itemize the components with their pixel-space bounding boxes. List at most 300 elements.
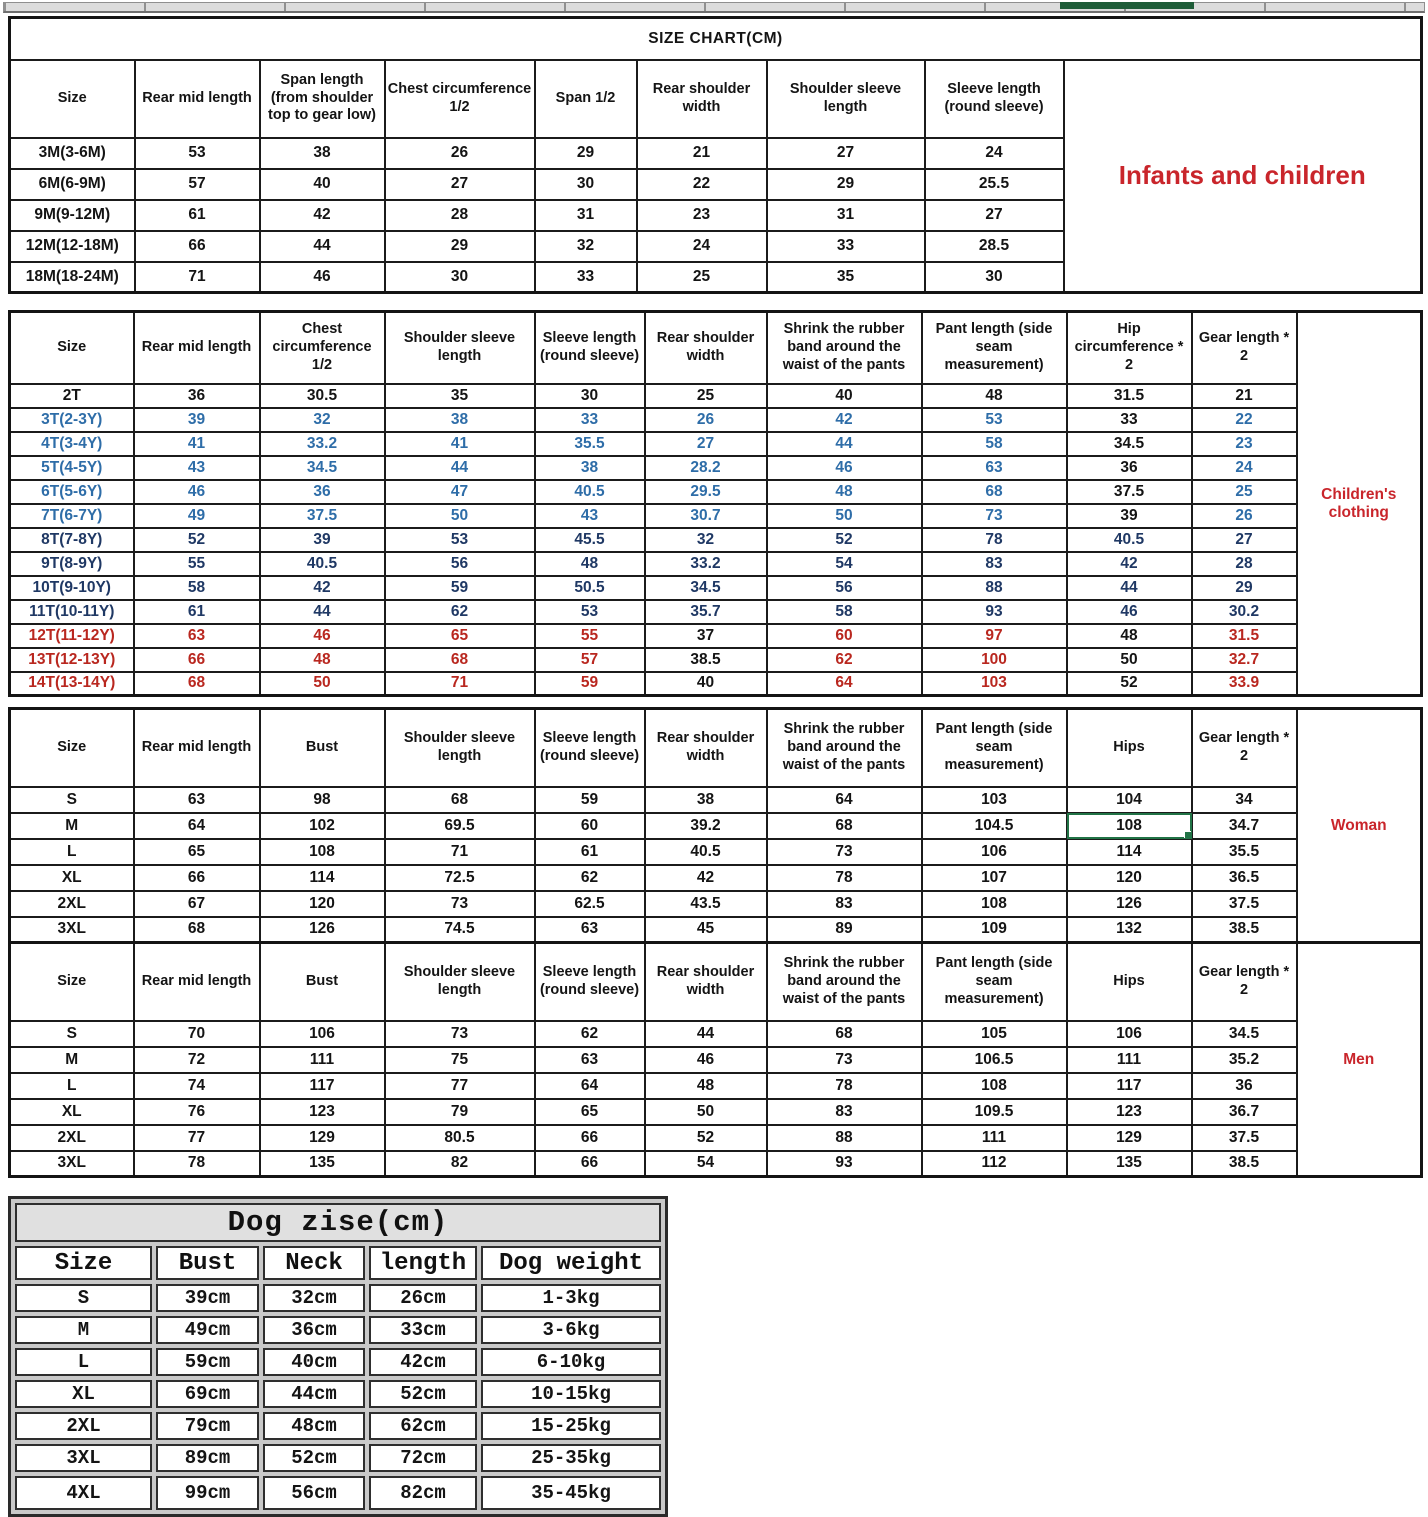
table-cell: 37.5	[1192, 1125, 1297, 1151]
table-cell: 76	[134, 1099, 260, 1125]
table-cell: 30.7	[645, 504, 767, 528]
table-cell: 24	[1192, 456, 1297, 480]
table-cell: 135	[260, 1151, 385, 1177]
table-cell: 6M(6-9M)	[10, 169, 135, 200]
table-cell: 50.5	[535, 576, 645, 600]
table-cell: 32	[535, 231, 637, 262]
table-cell: 67	[134, 891, 260, 917]
table-cell: XL	[15, 1380, 152, 1408]
table-cell: 64	[767, 787, 922, 813]
table-row	[10, 624, 1422, 648]
table-cell: 53	[535, 600, 645, 624]
table-cell: 29	[1192, 576, 1297, 600]
table-cell: 54	[767, 552, 922, 576]
table-cell: 117	[1067, 1073, 1192, 1099]
table-cell: 66	[135, 231, 260, 262]
table-cell: 27	[1192, 528, 1297, 552]
table-cell: 89	[767, 917, 922, 943]
table-cell: 30	[925, 262, 1064, 293]
table-cell: 18M(18-24M)	[10, 262, 135, 293]
table-cell: 31.5	[1192, 624, 1297, 648]
table-cell: 40	[767, 384, 922, 408]
table-cell: 54	[645, 1151, 767, 1177]
table-cell: 33	[1067, 408, 1192, 432]
table-cell: 79cm	[156, 1412, 259, 1440]
table-cell: 56	[767, 576, 922, 600]
column-header: Dog weight	[481, 1246, 661, 1280]
table-cell: 14T(13-14Y)	[10, 672, 134, 696]
table-cell: 53	[385, 528, 535, 552]
table-cell: 28.2	[645, 456, 767, 480]
men-size-table	[8, 941, 1423, 1178]
table-cell: 38	[645, 787, 767, 813]
table-cell: S	[10, 787, 134, 813]
table-cell: 42	[260, 576, 385, 600]
table-cell: 34.5	[645, 576, 767, 600]
category-label-men: Men	[1297, 943, 1422, 1177]
table-cell: 100	[922, 648, 1067, 672]
table-cell: 59	[535, 787, 645, 813]
table-cell: 112	[922, 1151, 1067, 1177]
table-cell: 89cm	[156, 1444, 259, 1472]
table-cell: 42	[767, 408, 922, 432]
table-cell: 108	[922, 1073, 1067, 1099]
table-cell: 72	[134, 1047, 260, 1073]
table-cell: 33.2	[260, 432, 385, 456]
table-cell: 33.9	[1192, 672, 1297, 696]
table-cell: S	[10, 1021, 134, 1047]
table-cell: 3XL	[10, 1151, 134, 1177]
column-header: Chest circumference 1/2	[260, 312, 385, 384]
table-cell: 60	[767, 624, 922, 648]
table-cell: 12M(12-18M)	[10, 231, 135, 262]
table-cell: 23	[637, 200, 767, 231]
table-cell: 63	[134, 624, 260, 648]
column-header: Shoulder sleeve length	[385, 709, 535, 787]
table-cell: 31.5	[1067, 384, 1192, 408]
table-cell: 6-10kg	[481, 1348, 661, 1376]
column-header: Shrink the rubber band around the waist of the pants	[767, 709, 922, 787]
table-cell: 78	[922, 528, 1067, 552]
table-cell: 29	[535, 138, 637, 169]
table-row	[15, 1444, 661, 1472]
table-cell: 2XL	[15, 1412, 152, 1440]
table-cell: 62cm	[369, 1412, 477, 1440]
table-cell: 104	[1067, 787, 1192, 813]
table-cell: 26	[1192, 504, 1297, 528]
table-row	[15, 1316, 661, 1344]
table-cell: 50	[767, 504, 922, 528]
table-cell: 22	[637, 169, 767, 200]
table-cell: 39	[260, 528, 385, 552]
table-cell: 59	[385, 576, 535, 600]
table-cell: 33	[535, 408, 645, 432]
table-cell: 62	[385, 600, 535, 624]
table-cell: 126	[1067, 891, 1192, 917]
table-cell: 28	[1192, 552, 1297, 576]
table-cell: 61	[135, 200, 260, 231]
table-row	[15, 1284, 661, 1312]
table-cell: 43	[535, 504, 645, 528]
table-cell: 78	[134, 1151, 260, 1177]
table-cell: 68	[922, 480, 1067, 504]
table-cell: 27	[385, 169, 535, 200]
table-cell: 52cm	[369, 1380, 477, 1408]
table-cell: 25	[1192, 480, 1297, 504]
table-cell: 12T(11-12Y)	[10, 624, 134, 648]
table-cell: 129	[260, 1125, 385, 1151]
table-cell: 61	[134, 600, 260, 624]
table-cell: 120	[1067, 865, 1192, 891]
table-cell: 9T(8-9Y)	[10, 552, 134, 576]
table-cell: 61	[535, 839, 645, 865]
table-cell: M	[10, 1047, 134, 1073]
table-cell: 43	[134, 456, 260, 480]
table-cell: 26	[385, 138, 535, 169]
table-row	[10, 672, 1422, 696]
table-cell: 123	[260, 1099, 385, 1125]
table-cell: 32	[260, 408, 385, 432]
table-cell: 26	[645, 408, 767, 432]
table-row	[15, 1412, 661, 1440]
table-cell: 132	[1067, 917, 1192, 943]
column-header: Rear shoulder width	[645, 312, 767, 384]
table-cell: 40.5	[260, 552, 385, 576]
table-cell: 44cm	[263, 1380, 365, 1408]
table-cell: 32cm	[263, 1284, 365, 1312]
table-cell: 29.5	[645, 480, 767, 504]
column-header: Shoulder sleeve length	[385, 312, 535, 384]
table-cell: 68	[385, 787, 535, 813]
table-cell: 7T(6-7Y)	[10, 504, 134, 528]
table-row	[10, 432, 1422, 456]
column-header: Hips	[1067, 943, 1192, 1021]
table-cell: 38.5	[1192, 1151, 1297, 1177]
table-cell: 60	[535, 813, 645, 839]
table-cell: 71	[135, 262, 260, 293]
column-header: Span length (from shoulder top to gear low)	[260, 60, 385, 138]
table-cell: 36	[134, 384, 260, 408]
table-cell: 48	[645, 1073, 767, 1099]
table-cell: XL	[10, 865, 134, 891]
table-cell: 35.5	[1192, 839, 1297, 865]
table-cell: 35.7	[645, 600, 767, 624]
column-header: Rear shoulder width	[637, 60, 767, 138]
table-row	[10, 504, 1422, 528]
table-cell: 21	[1192, 384, 1297, 408]
table-cell: 46	[134, 480, 260, 504]
table-cell: 2T	[10, 384, 134, 408]
table-cell: 33	[535, 262, 637, 293]
table-cell: 46	[1067, 600, 1192, 624]
table-cell: 21	[637, 138, 767, 169]
column-header: Bust	[260, 943, 385, 1021]
table-cell: 68	[134, 917, 260, 943]
table-cell: 52cm	[263, 1444, 365, 1472]
table-cell: 108	[922, 891, 1067, 917]
table-row	[15, 1476, 661, 1510]
table-cell: 36.5	[1192, 865, 1297, 891]
table-cell: 27	[925, 200, 1064, 231]
column-header: Rear mid length	[134, 709, 260, 787]
t-dog-title: Dog zise(cm)	[15, 1203, 661, 1242]
table-cell: 41	[385, 432, 535, 456]
table-cell: 39	[134, 408, 260, 432]
column-header: Hips	[1067, 709, 1192, 787]
table-cell: 73	[385, 1021, 535, 1047]
table-cell: 77	[385, 1073, 535, 1099]
table-cell: 62.5	[535, 891, 645, 917]
table-cell: 52	[767, 528, 922, 552]
table-cell: 72.5	[385, 865, 535, 891]
table-cell: 24	[925, 138, 1064, 169]
table-cell: 59cm	[156, 1348, 259, 1376]
table-cell: 48cm	[263, 1412, 365, 1440]
table-cell: 65	[385, 624, 535, 648]
table-cell: 27	[645, 432, 767, 456]
table-cell: 73	[385, 891, 535, 917]
column-header: Size	[10, 709, 134, 787]
table-cell: 33.2	[645, 552, 767, 576]
column-header: Shrink the rubber band around the waist of the pants	[767, 312, 922, 384]
table-cell: 40.5	[1067, 528, 1192, 552]
table-cell: 36cm	[263, 1316, 365, 1344]
column-header: Rear shoulder width	[645, 943, 767, 1021]
table-cell: 9M(9-12M)	[10, 200, 135, 231]
table-cell: 66	[535, 1125, 645, 1151]
table-cell: 50	[385, 504, 535, 528]
table-cell: 28	[385, 200, 535, 231]
table-cell: 49cm	[156, 1316, 259, 1344]
table-cell: 39cm	[156, 1284, 259, 1312]
table-cell: XL	[10, 1099, 134, 1125]
table-cell: M	[15, 1316, 152, 1344]
table-cell: 10T(9-10Y)	[10, 576, 134, 600]
column-header: Rear mid length	[134, 943, 260, 1021]
table-row	[15, 1380, 661, 1408]
column-header: Sleeve length (round sleeve)	[535, 943, 645, 1021]
table-cell: 23	[1192, 432, 1297, 456]
table-cell: 2XL	[10, 1125, 134, 1151]
dog-size-table	[8, 1196, 668, 1517]
table-cell: 79	[385, 1099, 535, 1125]
table-cell: 37.5	[1192, 891, 1297, 917]
table-row	[10, 1021, 1422, 1047]
table-cell: 3M(3-6M)	[10, 138, 135, 169]
table-row	[10, 839, 1422, 865]
table-cell: 40	[645, 672, 767, 696]
table-cell: 4XL	[15, 1476, 152, 1510]
table-cell: 2XL	[10, 891, 134, 917]
table-cell: 39.2	[645, 813, 767, 839]
table-cell: 15-25kg	[481, 1412, 661, 1440]
table-cell: 111	[260, 1047, 385, 1073]
table-cell: 40.5	[645, 839, 767, 865]
table-cell: 65	[535, 1099, 645, 1125]
column-header: Sleeve length (round sleeve)	[535, 312, 645, 384]
table-cell: 69.5	[385, 813, 535, 839]
category-label-infants: Infants and children	[1064, 60, 1422, 293]
column-header: Shoulder sleeve length	[385, 943, 535, 1021]
table-cell: 3XL	[15, 1444, 152, 1472]
table-cell: 68	[134, 672, 260, 696]
table-row	[10, 891, 1422, 917]
column-header: Hip circumference * 2	[1067, 312, 1192, 384]
table-cell: 53	[135, 138, 260, 169]
table-row	[10, 552, 1422, 576]
table-cell: 22	[1192, 408, 1297, 432]
table-cell: 48	[260, 648, 385, 672]
table-cell: 44	[260, 600, 385, 624]
table-cell: 109.5	[922, 1099, 1067, 1125]
column-header: Rear mid length	[135, 60, 260, 138]
table-cell: 35	[385, 384, 535, 408]
table-cell: 105	[922, 1021, 1067, 1047]
column-header: length	[369, 1246, 477, 1280]
table-cell: 83	[922, 552, 1067, 576]
table-row	[10, 576, 1422, 600]
table-cell: 77	[134, 1125, 260, 1151]
table-cell: 55	[134, 552, 260, 576]
table-cell: 56cm	[263, 1476, 365, 1510]
table-cell: 25.5	[925, 169, 1064, 200]
column-header: Shoulder sleeve length	[767, 60, 925, 138]
table-cell: L	[10, 839, 134, 865]
table-cell: 36.7	[1192, 1099, 1297, 1125]
table-cell: 114	[1067, 839, 1192, 865]
table-cell: 88	[922, 576, 1067, 600]
table-cell: 42cm	[369, 1348, 477, 1376]
table-cell: 78	[767, 1073, 922, 1099]
table-cell: 31	[767, 200, 925, 231]
spreadsheet-top-gridline-strip	[3, 2, 1425, 13]
column-header: Gear length * 2	[1192, 943, 1297, 1021]
table-cell: 111	[1067, 1047, 1192, 1073]
table-cell: 36	[1192, 1073, 1297, 1099]
table-cell: 120	[260, 891, 385, 917]
table-cell: 34.7	[1192, 813, 1297, 839]
table-cell: 64	[134, 813, 260, 839]
table-cell: 97	[922, 624, 1067, 648]
table-cell: 32.7	[1192, 648, 1297, 672]
table-cell: 106	[260, 1021, 385, 1047]
table-cell: 26cm	[369, 1284, 477, 1312]
table-cell: 34	[1192, 787, 1297, 813]
table-cell: 82	[385, 1151, 535, 1177]
table-cell: 88	[767, 1125, 922, 1151]
table-cell: 109	[922, 917, 1067, 943]
table-cell: 66	[134, 648, 260, 672]
table-cell: 66	[535, 1151, 645, 1177]
table-cell: 25-35kg	[481, 1444, 661, 1472]
table-cell: 35	[767, 262, 925, 293]
table-cell: 73	[767, 1047, 922, 1073]
table-row	[10, 787, 1422, 813]
column-header: Bust	[156, 1246, 259, 1280]
table-cell: 40.5	[535, 480, 645, 504]
table-row	[10, 528, 1422, 552]
table-cell: 38.5	[645, 648, 767, 672]
table-cell: 44	[260, 231, 385, 262]
table-cell: 43.5	[645, 891, 767, 917]
table-cell: 36	[260, 480, 385, 504]
table-cell: 63	[535, 917, 645, 943]
table-cell: 29	[767, 169, 925, 200]
table-cell: 75	[385, 1047, 535, 1073]
table-cell: 50	[260, 672, 385, 696]
table-cell: 103	[922, 787, 1067, 813]
table-cell: 83	[767, 891, 922, 917]
table-cell: 34.5	[1192, 1021, 1297, 1047]
table-cell: 37.5	[1067, 480, 1192, 504]
selected-cell: 108	[1067, 813, 1192, 839]
table-cell: 28.5	[925, 231, 1064, 262]
table-cell: 42	[645, 865, 767, 891]
column-header: Gear length * 2	[1192, 709, 1297, 787]
table-cell: 31	[535, 200, 637, 231]
table-cell: 82cm	[369, 1476, 477, 1510]
table-row	[10, 865, 1422, 891]
table-cell: 129	[1067, 1125, 1192, 1151]
table-cell: 34.5	[260, 456, 385, 480]
table-cell: 65	[134, 839, 260, 865]
table-cell: 46	[260, 624, 385, 648]
table-cell: 117	[260, 1073, 385, 1099]
column-header: Span 1/2	[535, 60, 637, 138]
table-cell: 74	[134, 1073, 260, 1099]
category-label-woman: Woman	[1297, 709, 1422, 943]
table-cell: 64	[767, 672, 922, 696]
table-cell: 30.5	[260, 384, 385, 408]
column-header: Rear shoulder width	[645, 709, 767, 787]
table-cell: 30	[385, 262, 535, 293]
table-cell: 71	[385, 672, 535, 696]
table-cell: 37.5	[260, 504, 385, 528]
table-cell: 68	[385, 648, 535, 672]
column-header: Size	[10, 943, 134, 1021]
table-cell: 35.2	[1192, 1047, 1297, 1073]
table-cell: 42	[1067, 552, 1192, 576]
column-header: Size	[10, 60, 135, 138]
column-header: Shrink the rubber band around the waist of the pants	[767, 943, 922, 1021]
table-cell: 74.5	[385, 917, 535, 943]
table-cell: 47	[385, 480, 535, 504]
table-cell: S	[15, 1284, 152, 1312]
table-cell: 93	[922, 600, 1067, 624]
table-cell: 42	[260, 200, 385, 231]
table-cell: 46	[767, 456, 922, 480]
infants-size-table	[8, 16, 1423, 294]
table-cell: 35-45kg	[481, 1476, 661, 1510]
table-cell: 30	[535, 384, 645, 408]
table-row	[10, 456, 1422, 480]
column-header: Sleeve length (round sleeve)	[925, 60, 1064, 138]
table-cell: 38	[385, 408, 535, 432]
table-cell: 48	[922, 384, 1067, 408]
table-cell: 107	[922, 865, 1067, 891]
table-cell: 68	[767, 813, 922, 839]
table-cell: 63	[535, 1047, 645, 1073]
table-cell: 66	[134, 865, 260, 891]
column-header: Rear mid length	[134, 312, 260, 384]
table-cell: 58	[767, 600, 922, 624]
table-cell: 33cm	[369, 1316, 477, 1344]
table-cell: 57	[135, 169, 260, 200]
selection-column-highlight	[1060, 2, 1194, 9]
table-cell: 64	[535, 1073, 645, 1099]
table-cell: 4T(3-4Y)	[10, 432, 134, 456]
table-cell: 3XL	[10, 917, 134, 943]
